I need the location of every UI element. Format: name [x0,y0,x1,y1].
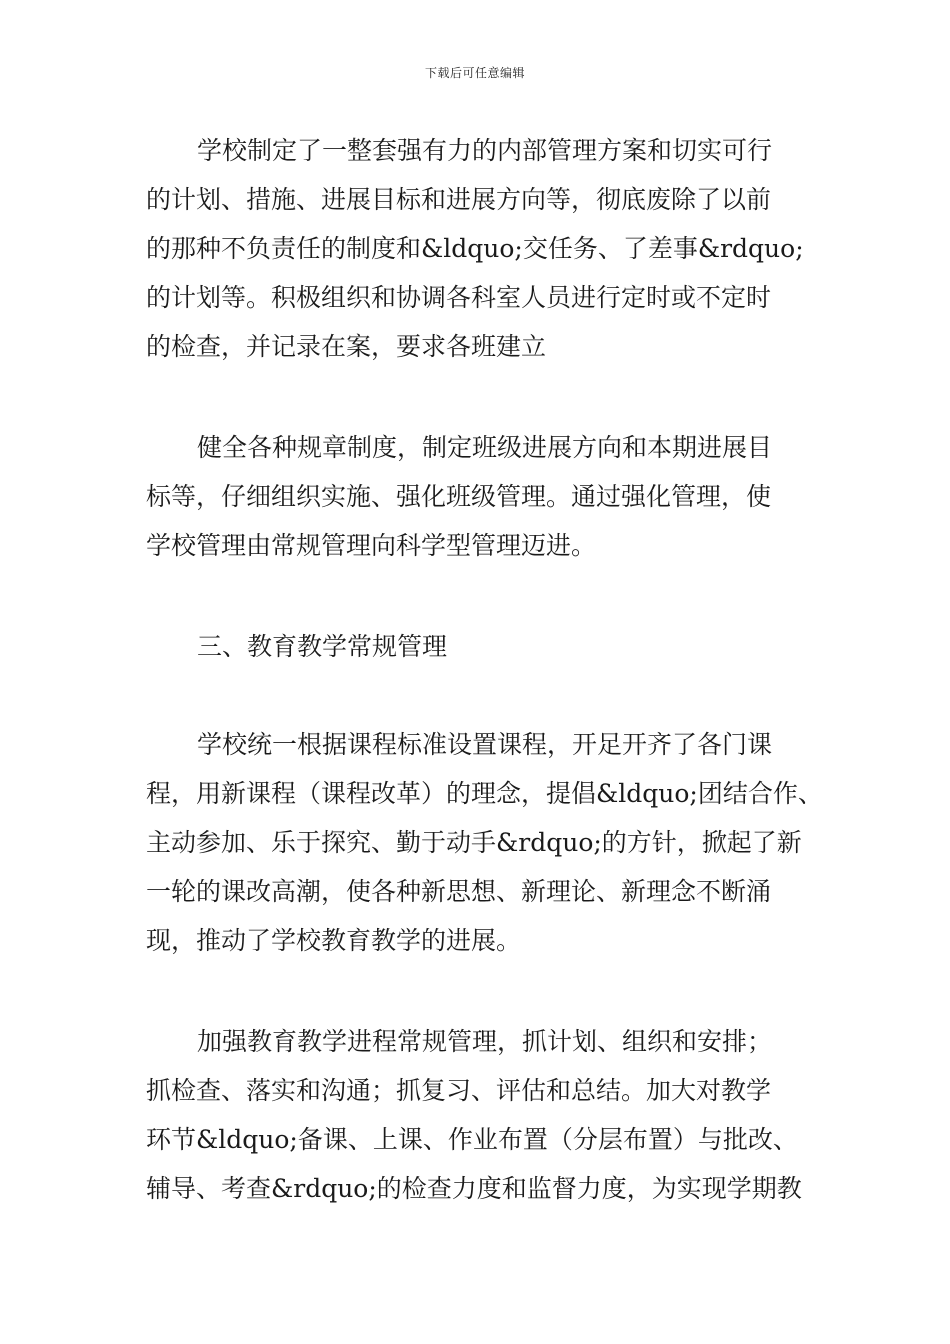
page-header: 下载后可任意编辑 [424,66,525,80]
paragraph-line: 学校管理由常规管理向科学型管理迈进。 [146,531,597,560]
paragraph-line: 的检查，并记录在案，要求各班建立 [146,332,547,361]
paragraph-line: 学校制定了一整套强有力的内部管理方案和切实可行 [197,136,773,165]
paragraph-line: 程，用新课程（课程改革）的理念，提倡&ldquo;团结合作、 [146,779,823,808]
paragraph-4 [146,1017,826,1213]
paragraph-line: 学校统一根据课程标准设置课程，开足开齐了各门课 [197,730,773,759]
paragraph-line: 的计划、措施、进展目标和进展方向等，彻底废除了以前 [146,185,772,214]
section-heading [146,622,826,671]
paragraph-line: 主动参加、乐于探究、勤于动手&rdquo;的方针，掀起了新 [146,828,802,857]
paragraph-line: 健全各种规章制度，制定班级进展方向和本期进展目 [197,433,773,462]
paragraph-3 [146,720,826,965]
paragraph-line: 抓检查、落实和沟通；抓复习、评估和总结。加大对教学 [146,1076,772,1105]
section-heading-text: 三、教育教学常规管理 [197,632,448,661]
paragraph-line: 的计划等。积极组织和协调各科室人员进行定时或不定时 [146,283,772,312]
paragraph-line: 的那种不负责任的制度和&ldquo;交任务、了差事&rdquo; [146,234,804,263]
paragraph-line: 一轮的课改高潮，使各种新思想、新理论、新理念不断涌 [146,877,772,906]
paragraph-1 [146,126,826,371]
paragraph-line: 加强教育教学进程常规管理，抓计划、组织和安排； [197,1027,773,1056]
paragraph-line: 环节&ldquo;备课、上课、作业布置（分层布置）与批改、 [146,1125,798,1154]
paragraph-line: 现，推动了学校教育教学的进展。 [146,926,522,955]
paragraph-2 [146,423,826,570]
paragraph-line: 辅导、考查&rdquo;的检查力度和监督力度，为实现学期教 [146,1174,802,1203]
paragraph-line: 标等，仔细组织实施、强化班级管理。通过强化管理，使 [146,482,772,511]
